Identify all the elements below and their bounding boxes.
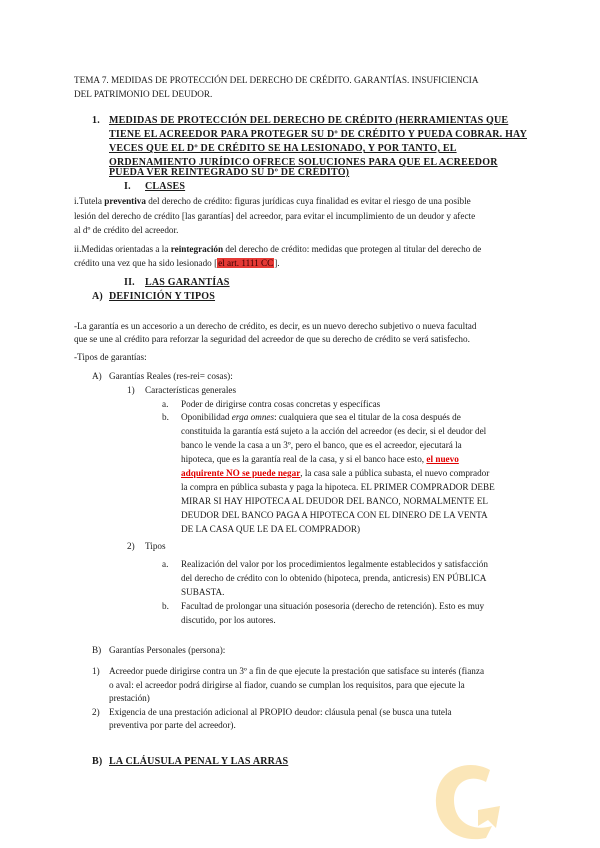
types-heading: Tipos: [145, 541, 166, 551]
char-b-line9: DE LA CASA QUE LE DA EL COMPRADOR): [181, 524, 361, 534]
char-b-letter: b.: [162, 412, 169, 422]
section1-heading-line5: PUEDA VER REINTEGRADO SU Dº DE CRÉDITO): [109, 167, 350, 178]
section1-heading-line2: TIENE EL ACREEDOR PARA PROTEGER SU Dº DE CRÉDITO Y PUEDA COBRAR. HAY: [109, 129, 527, 140]
char-b-line4: hipoteca, que es la garantía real de la casa, y si el banco hace esto, el nuevo: [181, 454, 459, 464]
personal-2-line1: Exigencia de una prestación adicional al PROPIO deudor: cláusula penal (se busca una tutela: [109, 707, 452, 717]
personal-2-line2: preventiva por parte del acreedor).: [109, 720, 236, 730]
section1-number: 1.: [92, 115, 100, 126]
definicion-heading: DEFINICIÓN Y TIPOS: [109, 291, 216, 302]
personal-1-line2: o aval: el acreedor podrá dirigirse al fiador, cuando se cumplan los requisitos, para que ejecute la: [109, 680, 465, 690]
char-b-line8: DEUDOR DEL BANCO PAGA A HIPOTECA CON EL DINERO DE LA VENTA: [181, 510, 488, 520]
characteristics-number: 1): [127, 385, 135, 395]
personal-1-number: 1): [92, 666, 100, 676]
garantias-number: II.: [124, 277, 135, 288]
types-number: 2): [127, 541, 135, 551]
section1-heading-line4: ORDENAMIENTO JURÍDICO OFRECE SOLUCIONES PARA QUE EL ACREEDOR: [109, 157, 498, 168]
type-a-line2: del derecho de crédito con lo obtenido (hipoteca, prenda, anticresis) EN PÚBLICA: [181, 573, 487, 583]
item-ii-line1: ii.Medidas orientadas a la reintegración del derecho de crédito: medidas que protegen al titular del derecho de: [74, 244, 482, 254]
type-b-line1: Facultad de prolongar una situación posesoria (derecho de retención). Esto es muy: [181, 601, 485, 611]
char-b-line5: adquirente NO se puede negar, la casa sale a pública subasta, el nuevo comprador: [181, 468, 490, 478]
char-b-line7: MIRAR SI HAY HIPOTECA AL DEUDOR DEL BANCO, NORMALMENTE EL: [181, 496, 488, 506]
char-b-line6: la compra en pública subasta y paga la hipoteca. EL PRIMER COMPRADOR DEBE: [181, 482, 495, 492]
clases-heading: CLASES: [145, 181, 186, 192]
personal-label: Garantías Personales (persona):: [109, 645, 226, 655]
real-label: Garantías Reales (res-rei= cosas):: [109, 371, 233, 381]
article-highlight: el art. 1111 CC: [218, 258, 274, 268]
clausula-letter: B): [92, 756, 103, 767]
clases-number: I.: [124, 181, 131, 192]
item-i-line2: lesión del derecho de crédito [las garantías] del acreedor, para evitar el incumplimiento de un deudor y afecte: [74, 211, 476, 221]
item-ii-line2: crédito una vez que ha sido lesionado [el art. 1111 CC].: [74, 258, 280, 268]
characteristics-label: Características generales: [145, 385, 237, 395]
definicion-letter: A): [92, 291, 103, 302]
char-b-line3: banco le vende la casa a un 3º, pero el banco, que es el acreedor, ejecutará la: [181, 440, 462, 450]
clausula-heading: LA CLÁUSULA PENAL Y LAS ARRAS: [109, 756, 289, 767]
section1-heading-line3: VECES QUE EL Dº DE CRÉDITO SE HA LESIONADO, Y POR TANTO, EL: [109, 143, 457, 154]
personal-1-line1: Acreedor puede dirigirse contra un 3º a fin de que ejecute la prestación que satisface su interés (fianza: [109, 666, 485, 676]
char-a-letter: a.: [162, 399, 169, 409]
type-a-letter: a.: [162, 559, 169, 569]
document-title-line2: DEL PATRIMONIO DEL DEUDOR.: [74, 89, 213, 99]
char-b-line2: constituida la garantía está sujeto a la acción del acreedor (es decir, si el deudor del: [181, 426, 487, 436]
definition-line2: que se une al crédito para reforzar la seguridad del acreedor de que su derecho de crédito se verá satisfecho.: [74, 334, 470, 344]
personal-letter: B): [92, 645, 102, 655]
type-b-line2: discutido, por los autores.: [181, 615, 276, 625]
types-label: -Tipos de garantías:: [74, 352, 147, 362]
type-a-line1: Realización del valor por los procedimientos legalmente establecidos y satisfacción: [181, 559, 488, 569]
garantias-heading: LAS GARANTÍAS: [145, 277, 230, 288]
section1-heading-line1: MEDIDAS DE PROTECCIÓN DEL DERECHO DE CRÉDITO (HERRAMIENTAS QUE: [109, 115, 509, 126]
type-b-letter: b.: [162, 601, 169, 611]
char-b-line1: Oponibilidad erga omnes: cualquiera que sea el titular de la cosa después de: [181, 412, 461, 422]
document-title-line1: TEMA 7. MEDIDAS DE PROTECCIÓN DEL DERECHO DE CRÉDITO. GARANTÍAS. INSUFICIENCIA: [74, 75, 479, 85]
personal-2-number: 2): [92, 707, 100, 717]
item-i-line3: al dº de crédito del acreedor.: [74, 225, 179, 235]
item-i-line1: i.Tutela preventiva del derecho de crédito: figuras jurídicas cuya finalidad es evitar el riesgo de una posible: [74, 196, 471, 206]
char-a-text: Poder de dirigirse contra cosas concretas y específicas: [181, 399, 381, 409]
personal-1-line3: prestación): [109, 693, 150, 703]
real-letter: A): [92, 371, 102, 381]
type-a-line3: SUBASTA.: [181, 587, 225, 597]
definition-line1: -La garantía es un accesorio a un derecho de crédito, es decir, es un nuevo derecho subjetivo o nueva facultad: [74, 321, 477, 331]
watermark-logo-icon: [428, 756, 508, 846]
